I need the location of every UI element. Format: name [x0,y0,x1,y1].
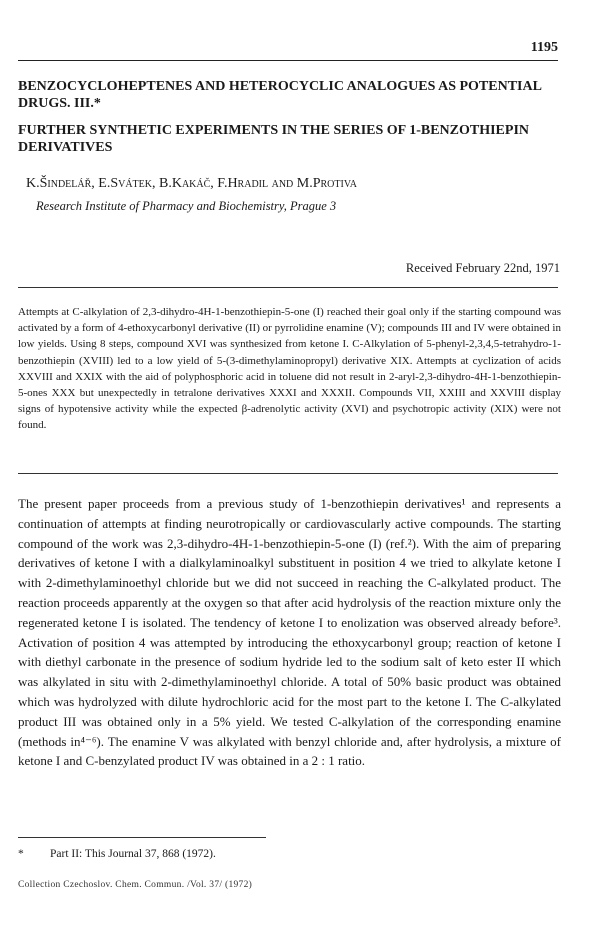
affiliation: Research Institute of Pharmacy and Biochemistry, Prague 3 [36,199,337,213]
footnote [18,848,558,860]
author-list: K.Šindelář, E.Svátek, B.Kakáč, F.Hradil and M.Protiva [26,176,357,191]
footnote-text: Part II: This Journal 37, 868 (1972). [50,848,216,860]
article-title: BENZOCYCLOHEPTENES AND HETEROCYCLIC ANALOGUES AS POTENTIAL DRUGS. III.* [18,79,542,111]
body-paragraph: The present paper proceeds from a previous study of 1-benzothiepin derivatives¹ and represents a continuation of attempts at finding neurotropically or cardiovascularly active compounds. The starting compound of the work was 2,3-dihydro-4H-1-benzothiepin-5-one (I) (ref.²). With the aim of preparing derivatives of ketone I with a dialkylaminoalkyl substituent in position 4 we tried to alkylate ketone I with 2-dimethylaminoethyl chloride but we did not succeed in reaching the C-alkylated product. The reaction proceeds apparently at the oxygen so that after acid hydrolysis of the reaction mixture only the regenerated ketone I is isolated. The tendency of ketone I to enolization was observed already before³. Activation of position 4 was attempted by introducing the ethoxycarbonyl group; reaction of ketone I with diethyl carbonate in the presence of sodium hydride led to the sodium salt of keto ester II which was alkylated in situ with 2-dimethylaminoethyl chloride. A total of 50% basic product was obtained which was hydrolyzed with dilute hydrochloric acid for the most part to the ketone I. The C-alkylated product III was obtained only in a 5% yield. We tested C-alkylation of the corresponding enamine (methods in⁴⁻⁶). The enamine V was alkylated with benzyl chloride and, after hydrolysis, a mixture of ketone I and C-benzylated product IV was obtained in a 2 : 1 ratio. [18,496,561,769]
footnote-rule [18,837,266,838]
journal-footer: Collection Czechoslov. Chem. Commun. /Vol. 37/ (1972) [18,880,253,890]
abstract: Attempts at C-alkylation of 2,3-dihydro-4H-1-benzothiepin-5-one (I) reached their goal only if the starting compound was activated by a form of 4-ethoxycarbonyl derivative (II) or pyrrolidine enamine (V); compounds III and IV were obtained in low yields. Using 8 steps, compound XVI was synthesized from ketone I. C-Alkylation of 5-phenyl-2,3,4,5-tetrahydro-1-benzothiepin (XVIII) led to a low yield of 5-(3-dimethylaminopropyl) derivative XIX. Attempts at cyclization of acids XXVIII and XXIX with the aid of polyphosphoric acid in toluene did not result in 2-aryl-2,3-dihydro-4H-1-benzothiepin-5-ones XXX but unexpectedly in tetralone derivatives XXXI and XXXII. Compounds VII, XXIII and XXVIII display signs of hypotensive activity while the expected β-adrenolytic activity (XVI) and psychotropic activity (XIX) were not found. [18,306,561,432]
footnote-mark: * [18,848,24,860]
article-subtitle: FURTHER SYNTHETIC EXPERIMENTS IN THE SERIES OF 1-BENZOTHIEPIN DERIVATIVES [18,123,530,155]
page-number: 1195 [530,40,558,55]
abstract-bottom-rule [18,473,558,474]
header-rule [18,60,558,61]
abstract-top-rule [18,287,558,288]
body-text [18,494,561,771]
received-date: Received February 22nd, 1971 [405,261,560,275]
